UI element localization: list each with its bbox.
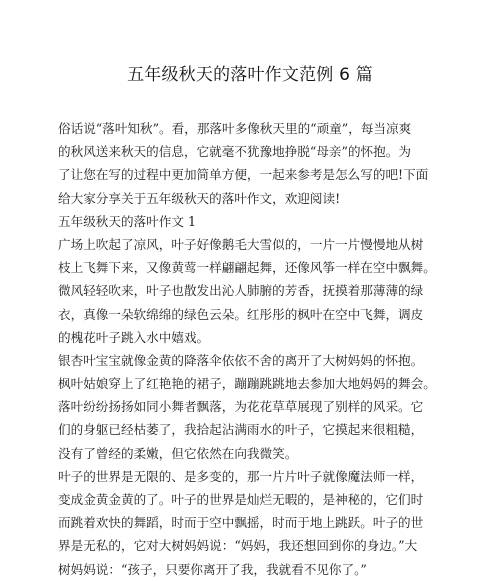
text-line: 树妈妈说：“孩子，只要你离开了我，我就看不见你了。” — [58, 561, 367, 577]
text-line: 们的身躯已经枯萎了，我拾起沾满雨水的叶子，它摸起来很粗糙， — [58, 422, 424, 438]
paragraph-2 — [58, 349, 444, 372]
text-line: 变成金黄金黄的了。叶子的世界是灿烂无暇的，是神秘的，它们时 — [58, 492, 424, 507]
section-heading — [58, 210, 444, 233]
text-line: 枝上飞舞下来，又像黄莺一样翩翩起舞，还像风筝一样在空中飘舞。 — [58, 260, 436, 276]
text-line: 叶子的世界是无限的、是多变的，那一片片叶子就像魔法师一样， — [58, 468, 424, 484]
text-line: 枫叶姑娘穿上了红艳艳的裙子，蹦蹦跳跳地去参加大地妈妈的舞会。 — [58, 376, 436, 392]
text-line: 银杏叶宝宝就像金黄的降落伞依依不舍的离开了大树妈妈的怀抱。 — [58, 352, 424, 368]
text-line: 微风轻轻吹来，叶子也散发出沁人肺腑的芳香，抚摸着那薄薄的绿 — [58, 283, 424, 299]
text-line: 的秋风送来秋天的信息，它就毫不犹豫地挣脱“母亲”的怀抱。为 — [58, 144, 411, 160]
section-heading-text: 五年级秋天的落叶作文 1 — [58, 213, 196, 229]
text-line: 界是无私的，它对大树妈妈说：“妈妈，我还想回到你的身边。”大 — [58, 538, 418, 554]
document-title: 五年级秋天的落叶作文范例 6 篇 — [127, 65, 373, 85]
paragraph-4 — [58, 465, 444, 581]
text-line: 广场上吹起了凉风，叶子好像鹅毛大雪似的，一片一片慢慢地从树 — [58, 236, 424, 252]
text-line: 了让您在写的过程中更加简单方便，一起来参考是怎么写的吧!下面 — [58, 167, 429, 183]
paragraph-3 — [58, 372, 444, 465]
text-line: 落叶纷纷扬扬如同小舞者飘落，为花花草草展现了别样的风采。它 — [58, 399, 424, 415]
text-line: 而跳着欢快的舞蹈，时而于空中飘摇，时而于地上跳跃。叶子的世 — [58, 515, 424, 531]
text-line: 的槐花叶子跳入水中嬉戏。 — [58, 329, 210, 345]
document-body — [58, 117, 444, 581]
text-line: 给大家分享关于五年级秋天的落叶作文，欢迎阅读! — [58, 190, 341, 206]
text-line: 没有了曾经的柔嫩，但它依然在向我微笑。 — [58, 445, 298, 461]
text-line: 俗话说“落叶知秋”。看，那落叶多像秋天里的“顽童”，每当凉爽 — [58, 121, 412, 136]
paragraph-intro — [58, 117, 444, 210]
text-line: 衣，真像一朵软绵绵的绿色云朵。红彤彤的枫叶在空中飞舞，调皮 — [58, 306, 424, 322]
paragraph-1 — [58, 233, 444, 349]
